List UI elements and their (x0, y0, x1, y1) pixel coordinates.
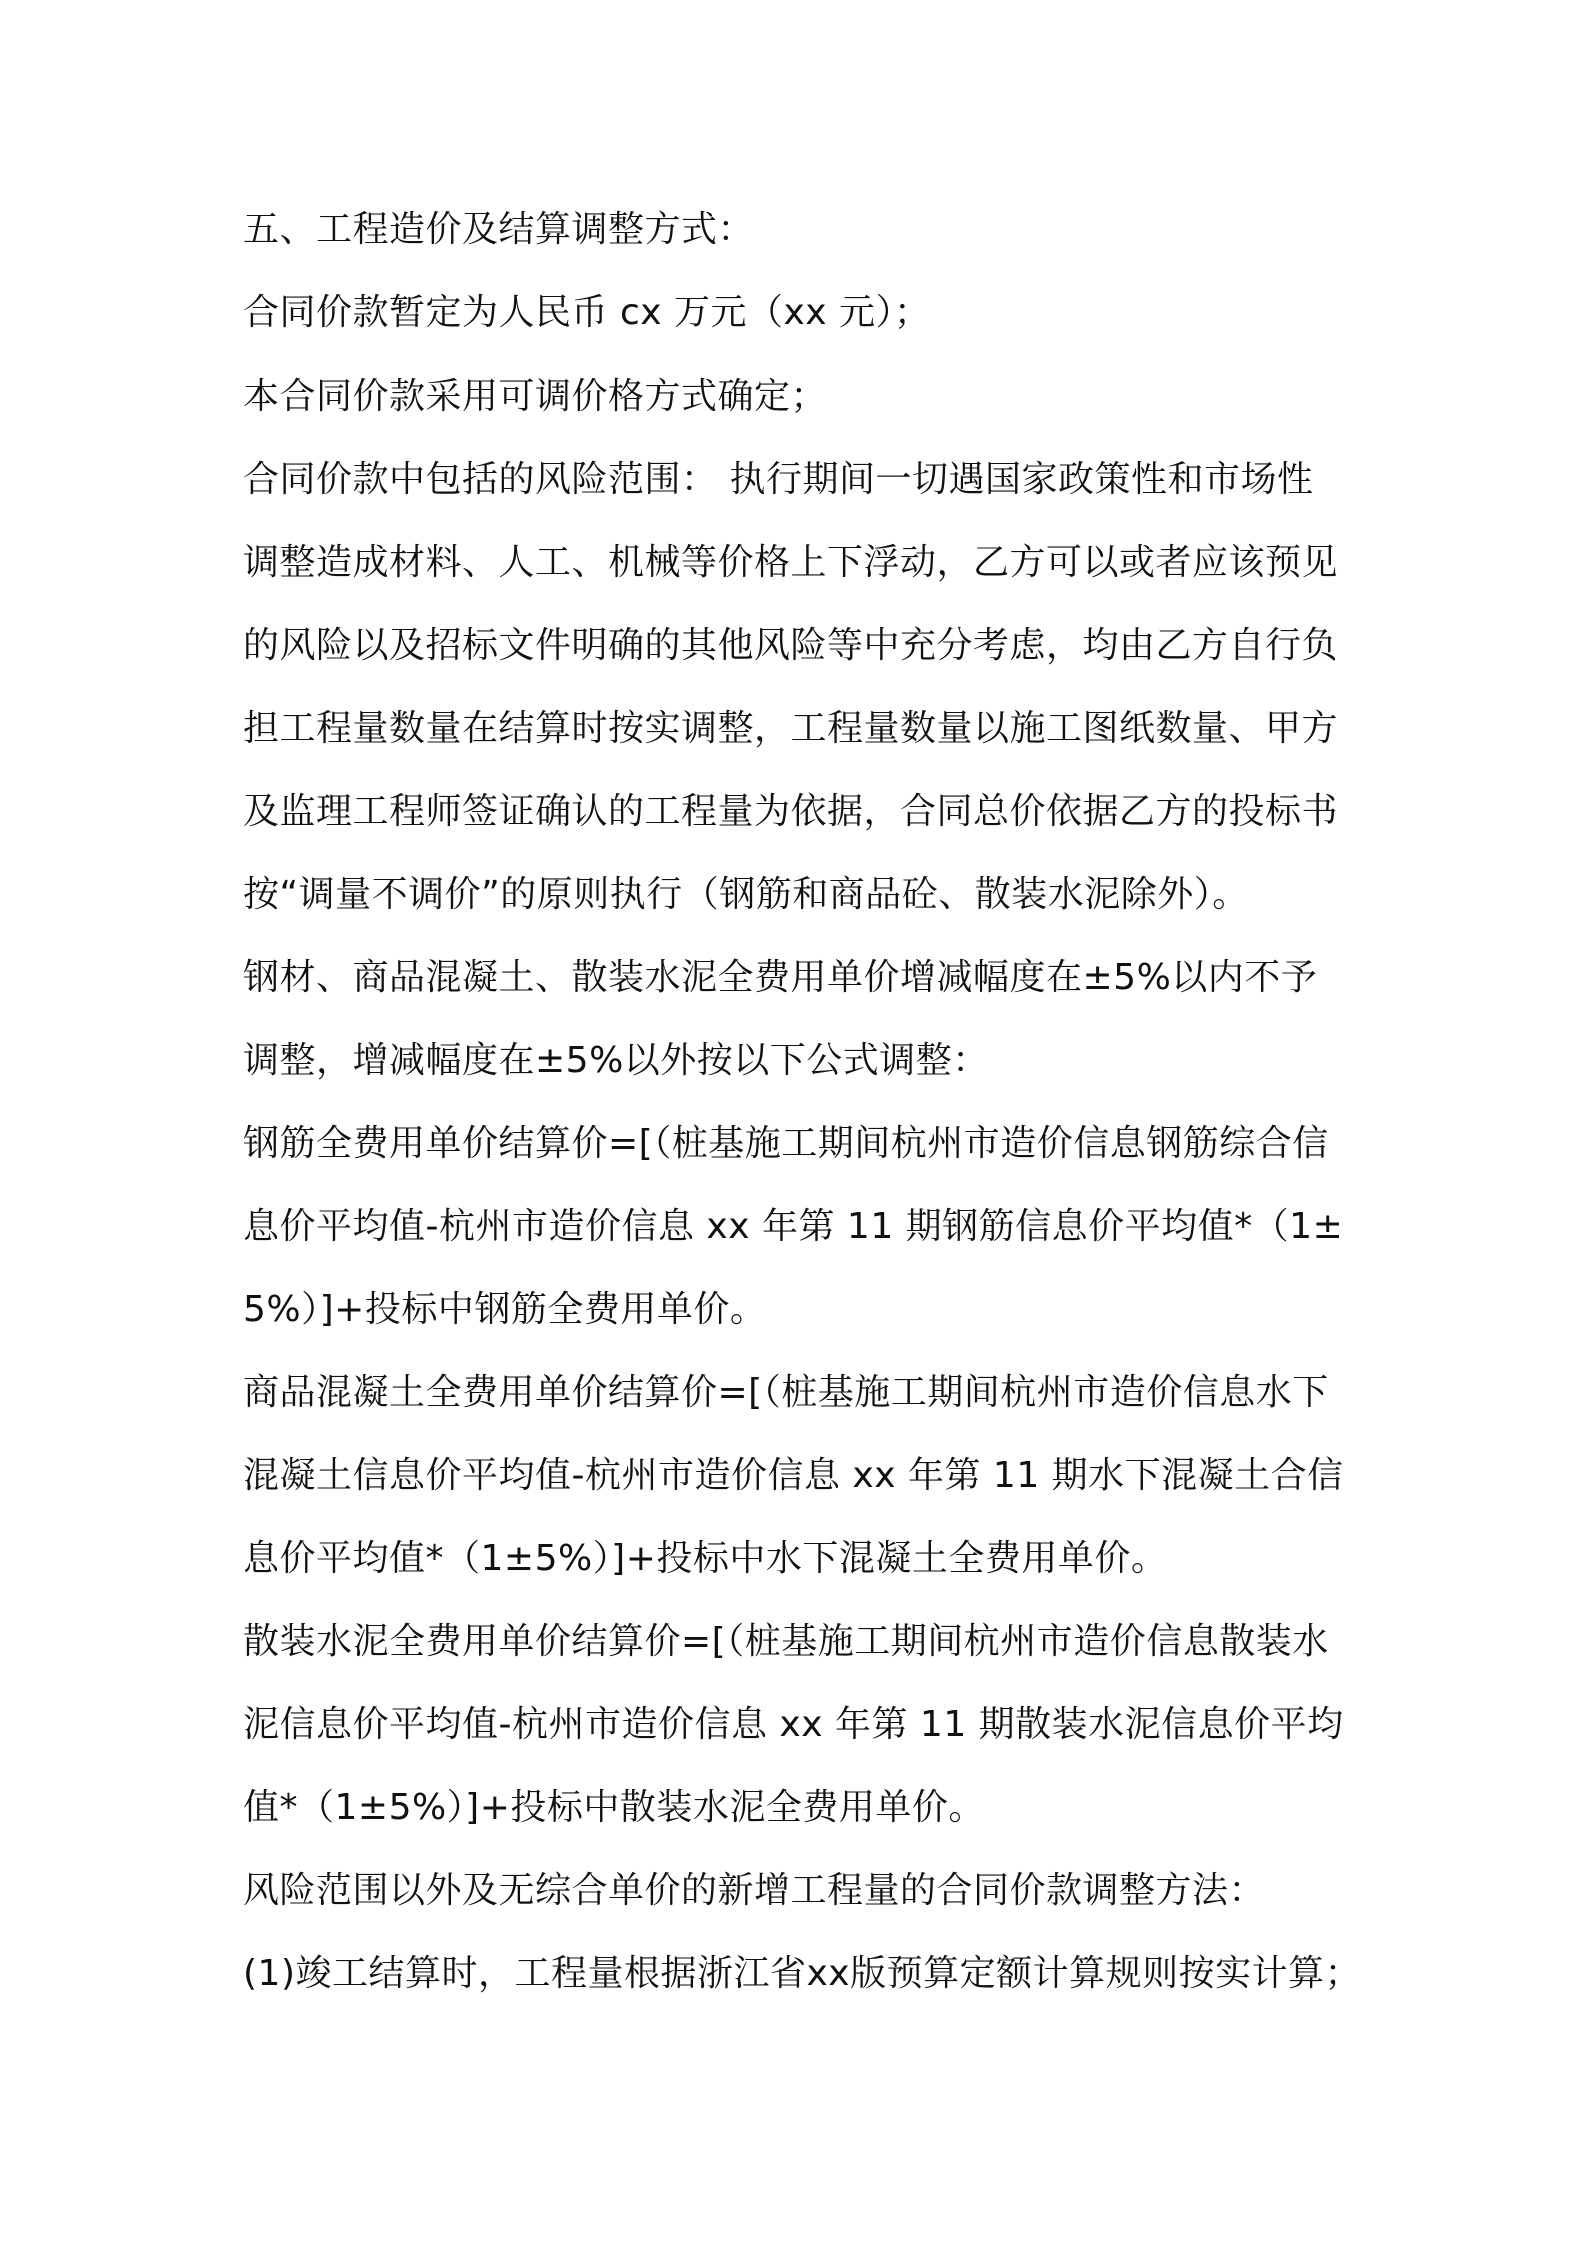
text-line: 合同价款暂定为人民币 cx 万元（xx 元）； (243, 292, 931, 333)
text-line: 调整造成材料、人工、机械等价格上下浮动，乙方可以或者应该预见 (243, 542, 1339, 583)
text-line: 值*（1±5%）]+投标中散装水泥全费用单价。 (243, 1787, 985, 1828)
text-line: 担工程量数量在结算时按实调整，工程量数量以施工图纸数量、甲方 (243, 708, 1339, 749)
text-line: (1)竣工结算时，工程量根据浙江省xx版预算定额计算规则按实计算； (243, 1953, 1362, 1994)
text-line: 息价平均值*（1±5%）]+投标中水下混凝土全费用单价。 (243, 1538, 1168, 1579)
section-heading: 五、工程造价及结算调整方式： (243, 209, 755, 250)
text-line: 本合同价款采用可调价格方式确定； (243, 376, 828, 417)
text-line: 风险范围以外及无综合单价的新增工程量的合同价款调整方法： (243, 1870, 1266, 1911)
text-line: 按“调量不调价”的原则执行（钢筋和商品砼、散装水泥除外）。 (243, 874, 1249, 915)
text-line: 混凝土信息价平均值-杭州市造价信息 xx 年第 11 期水下混凝土合信 (243, 1455, 1344, 1496)
text-line: 钢筋全费用单价结算价=[（桩基施工期间杭州市造价信息钢筋综合信 (243, 1123, 1329, 1164)
text-line: 的风险以及招标文件明确的其他风险等中充分考虑，均由乙方自行负 (243, 625, 1339, 666)
text-line: 5%）]+投标中钢筋全费用单价。 (243, 1289, 767, 1330)
text-line: 泥信息价平均值-杭州市造价信息 xx 年第 11 期散装水泥信息价平均 (243, 1704, 1344, 1745)
text-line: 商品混凝土全费用单价结算价=[（桩基施工期间杭州市造价信息水下 (243, 1372, 1329, 1413)
text-line: 及监理工程师签证确认的工程量为依据，合同总价依据乙方的投标书 (243, 791, 1339, 832)
text-line: 散装水泥全费用单价结算价=[（桩基施工期间杭州市造价信息散装水 (243, 1621, 1329, 1662)
text-line: 调整，增减幅度在±5%以外按以下公式调整： (243, 1040, 989, 1081)
text-line: 息价平均值-杭州市造价信息 xx 年第 11 期钢筋信息价平均值*（1± (243, 1206, 1344, 1247)
text-line: 合同价款中包括的风险范围： 执行期间一切遇国家政策性和市场性 (243, 459, 1314, 500)
text-line: 钢材、商品混凝土、散装水泥全费用单价增减幅度在±5%以内不予 (243, 957, 1318, 998)
